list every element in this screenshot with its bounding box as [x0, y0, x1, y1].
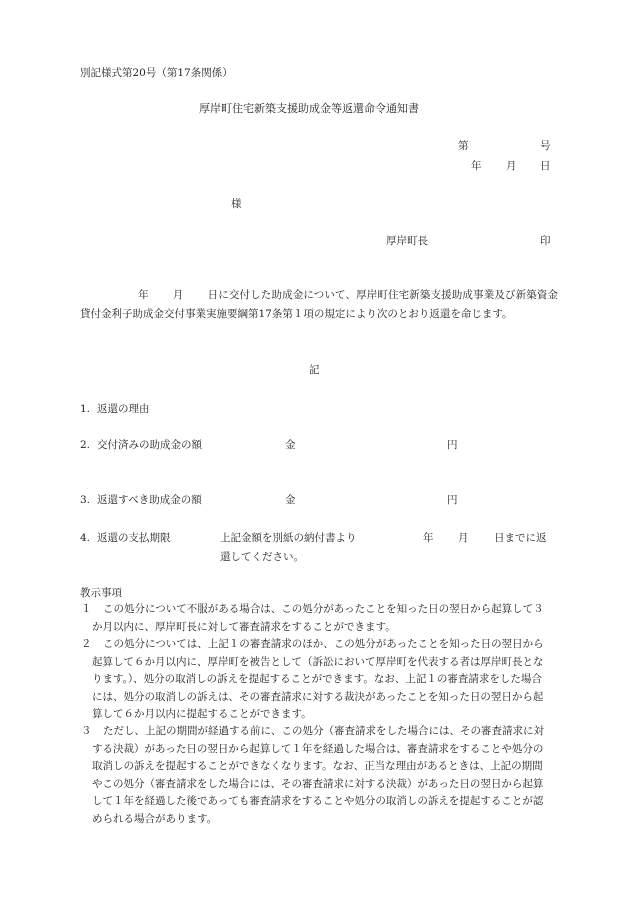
number-suffix: 号	[540, 140, 551, 152]
item1-number: 1.	[80, 403, 91, 415]
note-3-text: ただし、上記の期間が経過する前に、この処分（審査請求をした場合には、その審査請求に対する決裁）があった日の翌日から起算して１年を経過した場合は、審査請求をすることや処分の取消しの訴えを提起することができなくなります。なお、正当な理由があるときは、上記の期間やこの処分（審査請求をした場合には、その審査請求に対する決裁）があった日の翌日から起算して１年を経過した後であっても審査請求をすることや処分の取消しの訴えを提起することが認められる場合があります。	[92, 725, 544, 825]
item4-text-line2: 還してください。	[220, 551, 304, 563]
item1-label: 返還の理由	[97, 403, 150, 415]
lead-text: 日に交付した助成金について、厚岸町住宅新築支援助成事業及び新築資金貸付金利子助成金交付事業実施要綱第17条第１項の規定により次のとおり返還を命じます。	[80, 289, 558, 320]
lead-paragraph	[80, 286, 558, 324]
item2-number: 2.	[80, 439, 91, 451]
item3-yen: 円	[447, 494, 458, 506]
item3-label: 返還すべき助成金の額	[97, 494, 202, 506]
item4-text-line1: 上記金額を別紙の納付書より	[220, 532, 357, 544]
note-2-number: ２	[81, 638, 92, 650]
note-1-text: この処分について不服がある場合は、この処分があったことを知った日の翌日から起算して３か月以内に、厚岸町長に対して審査請求をすることができます。	[92, 603, 544, 633]
item4-month: 月	[458, 532, 469, 544]
date-year-label: 年	[471, 160, 482, 172]
lead-year: 年	[138, 289, 149, 301]
note-2	[81, 636, 552, 724]
recipient-suffix: 様	[231, 198, 242, 210]
document-title: 厚岸町住宅新築支援助成金等返還命令通知書	[199, 102, 419, 115]
note-3	[81, 723, 552, 828]
notes-heading: 教示事項	[80, 587, 122, 599]
number-prefix: 第	[458, 140, 469, 152]
item2-label: 交付済みの助成金の額	[97, 439, 202, 451]
item4-text-line1-end: 日までに返	[494, 532, 547, 544]
note-1	[81, 601, 552, 636]
form-label: 別記様式第20号（第17条関係）	[80, 67, 233, 79]
date-day-label: 日	[540, 160, 551, 172]
lead-month: 月	[172, 289, 184, 301]
item3-number: 3.	[80, 494, 91, 506]
item4-number: 4.	[80, 532, 91, 544]
item2-yen: 円	[447, 439, 458, 451]
item4-year: 年	[423, 532, 434, 544]
seal-mark: 印	[540, 235, 551, 247]
note-1-number: １	[81, 603, 92, 615]
item3-kin: 金	[285, 494, 296, 506]
note-3-number: ３	[81, 725, 92, 737]
issuer-name: 厚岸町長	[386, 235, 428, 247]
ki-heading: 記	[309, 364, 320, 376]
item4-label: 返還の支払期限	[97, 532, 171, 544]
date-month-label: 月	[506, 160, 517, 172]
note-2-text: この処分については、上記１の審査請求のほか、この処分があったことを知った日の翌日から起算して６か月以内に、厚岸町を被告として（訴訟において厚岸町を代表する者は厚岸町長となります。）、処分の取消しの訴えを提起することができます。なお、上記１の審査請求をした場合には、処分の取消しの訴えは、その審査請求に対する裁決があったことを知った日の翌日から起算して６か月以内に提起することができます。	[92, 638, 544, 720]
item2-kin: 金	[285, 439, 296, 451]
